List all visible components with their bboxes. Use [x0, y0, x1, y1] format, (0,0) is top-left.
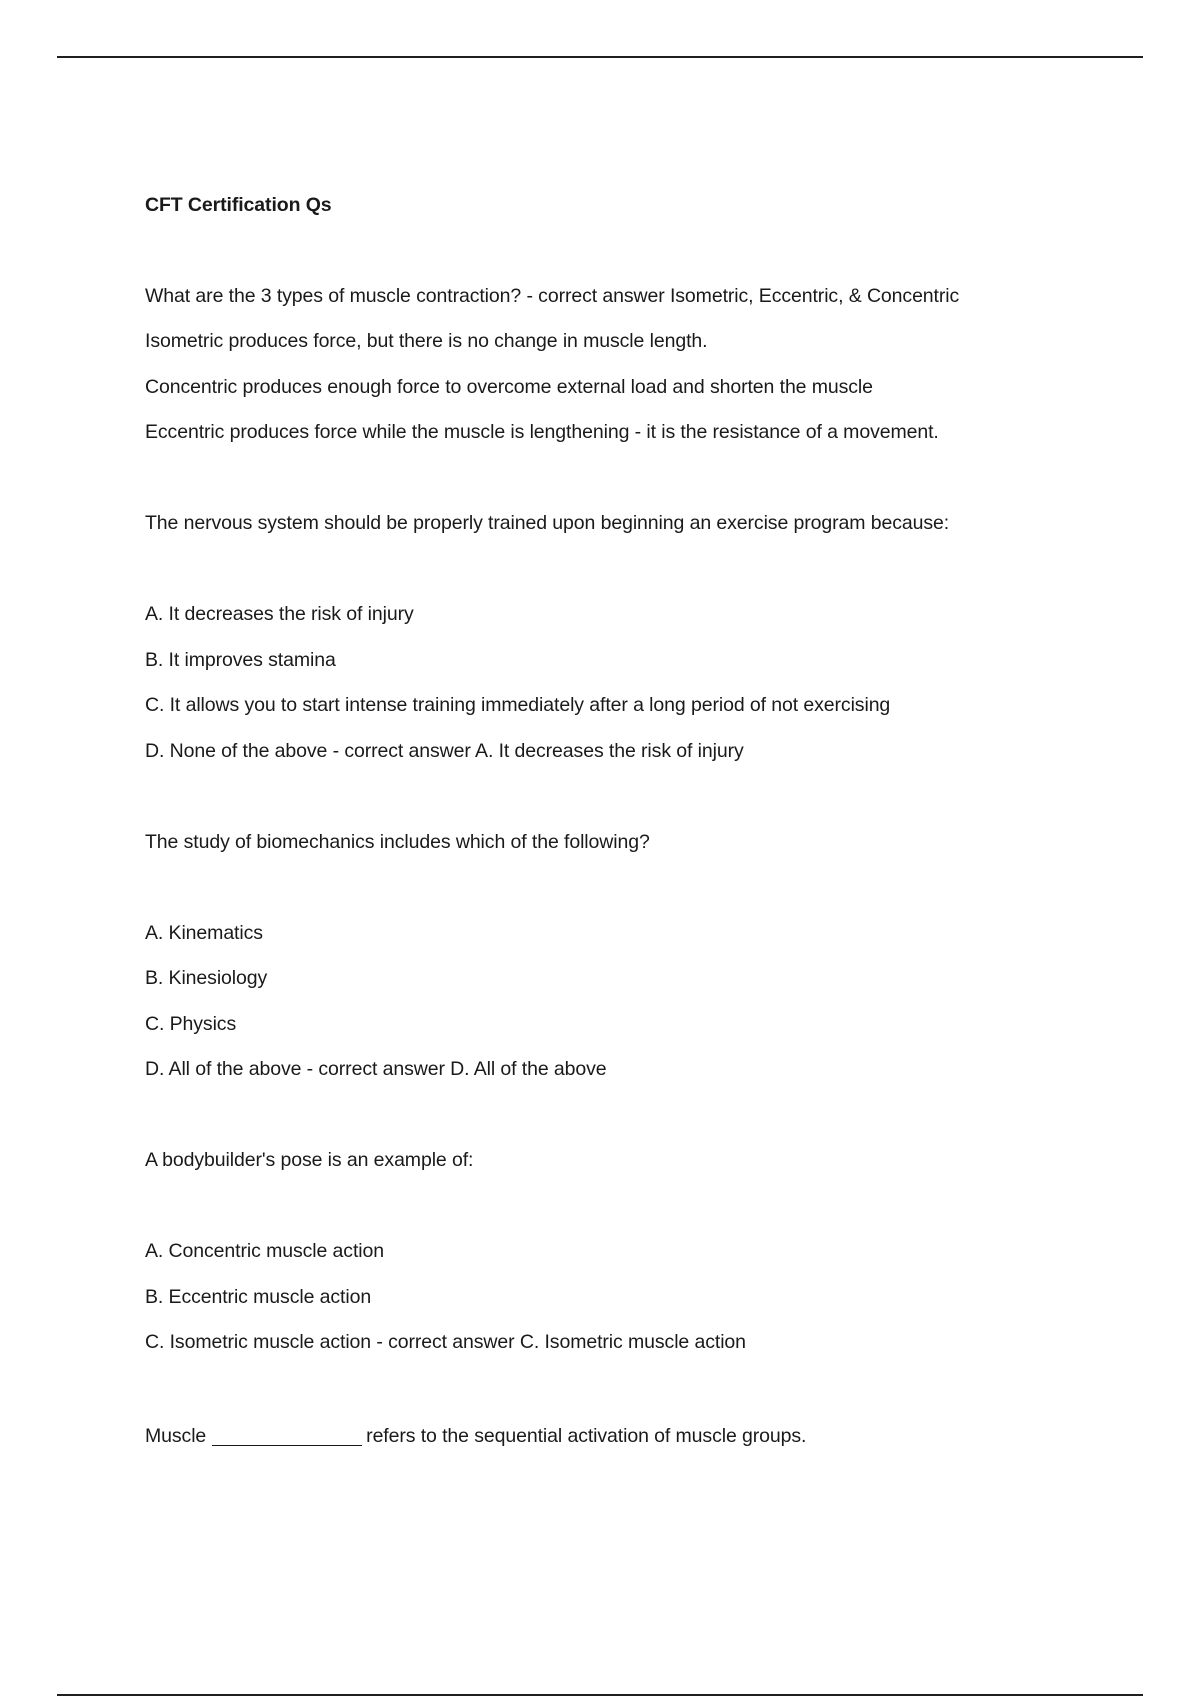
- option-line: D. All of the above - correct answer D. All of the above: [145, 1058, 607, 1080]
- option-line: D. None of the above - correct answer A. It decreases the risk of injury: [145, 740, 744, 762]
- question-5-suffix: refers to the sequential activation of muscle groups.: [366, 1425, 807, 1447]
- option-line: B. It improves stamina: [145, 649, 336, 671]
- option-line: A. Concentric muscle action: [145, 1240, 384, 1262]
- option-line: C. Physics: [145, 1013, 237, 1035]
- option-line: C. Isometric muscle action - correct answer C. Isometric muscle action: [145, 1331, 746, 1353]
- option-line: A. It decreases the risk of injury: [145, 603, 414, 625]
- option-line: C. It allows you to start intense training immediately after a long period of not exercising: [145, 694, 891, 716]
- document-title: CFT Certification Qs: [145, 194, 332, 216]
- question-3: The study of biomechanics includes which of the following?: [145, 831, 650, 853]
- option-line: A. Kinematics: [145, 922, 263, 944]
- option-line: B. Kinesiology: [145, 967, 268, 989]
- option-line: B. Eccentric muscle action: [145, 1286, 372, 1308]
- footer-rule: [57, 1694, 1143, 1696]
- answer-line: Eccentric produces force while the muscle is lengthening - it is the resistance of a movement.: [145, 421, 939, 443]
- question-5: [145, 1421, 806, 1448]
- question-2: The nervous system should be properly trained upon beginning an exercise program because:: [145, 512, 950, 534]
- answer-line: Isometric produces force, but there is no change in muscle length.: [145, 330, 708, 352]
- question-4: A bodybuilder's pose is an example of:: [145, 1149, 474, 1171]
- question-1: What are the 3 types of muscle contraction? - correct answer Isometric, Eccentric, & Concentric: [145, 285, 960, 307]
- question-5-prefix: Muscle: [145, 1425, 207, 1447]
- answer-line: Concentric produces enough force to overcome external load and shorten the muscle: [145, 376, 873, 398]
- header-rule: [57, 56, 1143, 58]
- fill-in-blank: [212, 1425, 362, 1446]
